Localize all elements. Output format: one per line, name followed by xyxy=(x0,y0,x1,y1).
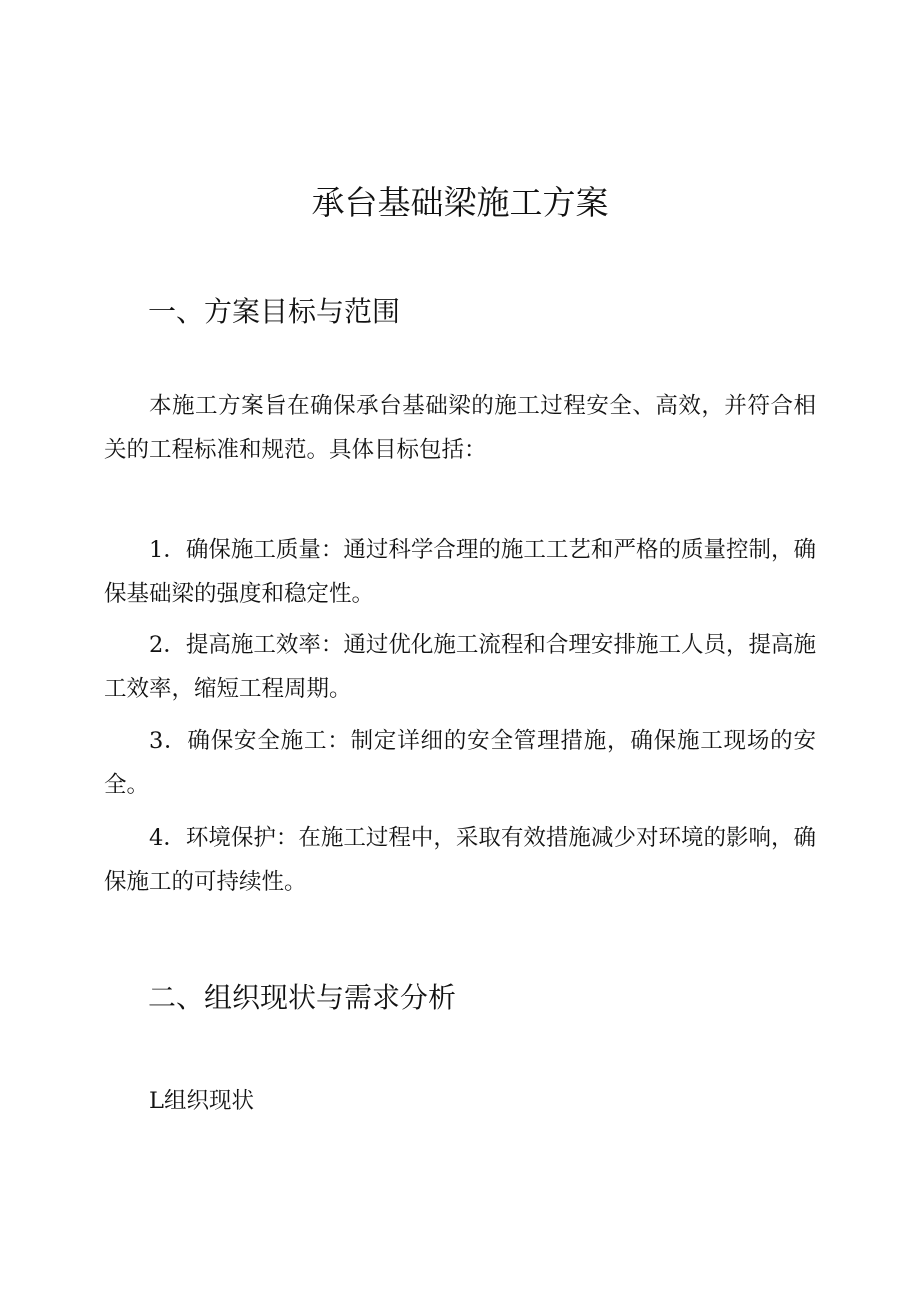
section-heading-goals: 一、方案目标与范围 xyxy=(148,295,401,328)
list-item: 1．确保施工质量：通过科学合理的施工工艺和严格的质量控制，确保基础梁的强度和稳定性。 xyxy=(104,537,816,607)
subsection-heading: L组织现状 xyxy=(149,1088,254,1114)
list-item: 3．确保安全施工：制定详细的安全管理措施，确保施工现场的安全。 xyxy=(104,728,816,798)
list-item: 4．环境保护：在施工过程中，采取有效措施减少对环境的影响，确保施工的可持续性。 xyxy=(104,825,816,895)
list-item: 2．提高施工效率：通过优化施工流程和合理安排施工人员，提高施工效率，缩短工程周期。 xyxy=(104,632,816,702)
section-heading-analysis: 二、组织现状与需求分析 xyxy=(148,981,457,1014)
intro-paragraph: 本施工方案旨在确保承台基础梁的施工过程安全、高效，并符合相关的工程标准和规范。具体目标包括： xyxy=(104,393,816,463)
document-title: 承台基础梁施工方案 xyxy=(311,183,609,222)
